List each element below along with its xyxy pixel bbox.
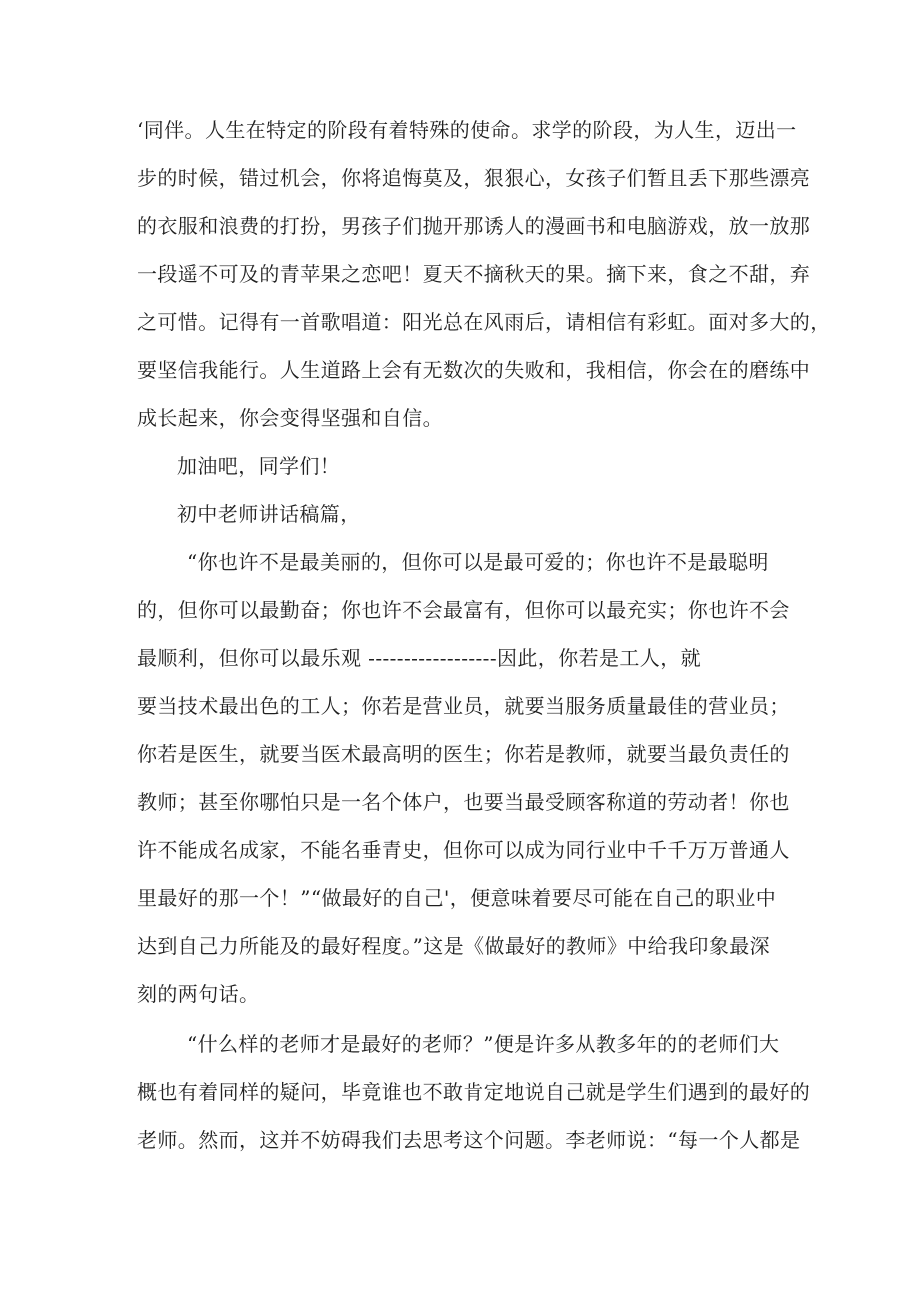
text-line: 要坚信我能行。人生道路上会有无数次的失败和，我相信，你会在的磨练中	[137, 358, 811, 382]
text-line: 的，但你可以最勤奋；你也许不会最富有，但你可以最充实；你也许不会	[137, 598, 790, 622]
text-line: 初中老师讲话稿篇，	[177, 502, 361, 526]
text-line: 达到自己力所能及的最好程度。”这是《做最好的教师》中给我印象最深	[137, 934, 771, 958]
text-line: “什么样的老师才是最好的老师？”便是许多从教多年的的老师们大	[187, 1032, 780, 1056]
text-line: 许不能成名成家，不能名垂青史，但你可以成为同行业中千千万万普通人	[137, 838, 790, 862]
text-line: 步的时候，错过机会，你将追悔莫及，狠狠心，女孩子们暂且丢下那些漂亮	[137, 166, 811, 190]
text-line: 要当技术最出色的工人；你若是营业员，就要当服务质量最佳的营业员；	[137, 694, 790, 718]
text-line: 教师；甚至你哪怕只是一名个体户，也要当最受顾客称道的劳动者！你也	[137, 790, 790, 814]
text-line: 成长起来，你会变得坚强和自信。	[137, 406, 443, 430]
text-line: 刻的两句话。	[137, 982, 260, 1006]
text-line: 加油吧，同学们！	[177, 454, 341, 478]
text-line: ‘同伴。人生在特定的阶段有着特殊的使命。求学的阶段，为人生，迈出一	[137, 118, 797, 142]
text-line: 你若是医生，就要当医术最高明的医生；你若是教师，就要当最负责任的	[137, 742, 790, 766]
text-line: 老师。然而，这并不妨碍我们去思考这个问题。李老师说：“每一个人都是	[137, 1128, 801, 1152]
text-line: 最顺利，但你可以最乐观 ------------------因此，你若是工人，就	[137, 646, 701, 670]
text-line: “你也许不是最美丽的，但你可以是最可爱的；你也许不是最聪明	[187, 550, 769, 574]
text-line: 概也有着同样的疑问，毕竟谁也不敢肯定地说自己就是学生们遇到的最好的	[137, 1080, 811, 1104]
text-line: 之可惜。记得有一首歌唱道：阳光总在风雨后，请相信有彩虹。面对多大的，	[137, 310, 831, 334]
text-line: 的衣服和浪费的打扮，男孩子们抛开那诱人的漫画书和电脑游戏，放一放那	[137, 214, 811, 238]
text-line: 里最好的那一个！”“做最好的自己'，便意味着要尽可能在自己的职业中	[137, 886, 777, 910]
text-line: 一段遥不可及的青苹果之恋吧！夏天不摘秋天的果。摘下来，食之不甜，弃	[137, 262, 811, 286]
